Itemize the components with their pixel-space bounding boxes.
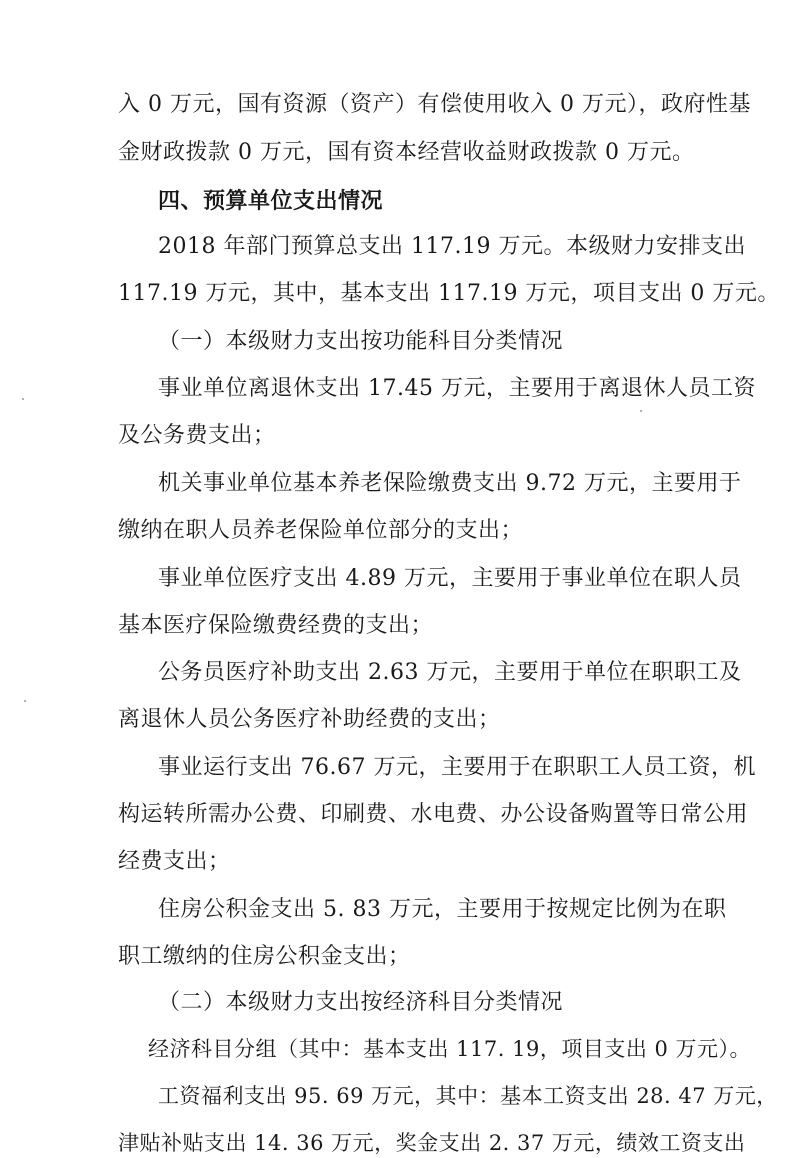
scan-speck — [22, 398, 24, 400]
paragraph-line-8: 缴纳在职人员养老保险单位部分的支出； — [118, 518, 524, 543]
paragraph-line-11: 公务员医疗补助支出 2.63 万元，主要用于单位在职职工及 — [158, 660, 742, 685]
subheading-1: （一）本级财力支出按功能科目分类情况 — [158, 329, 564, 354]
paragraph-line-1: 入 0 万元，国有资源（资产）有偿使用收入 0 万元），政府性基 — [118, 92, 751, 117]
scan-speck — [24, 700, 26, 702]
scan-speck — [640, 410, 642, 412]
paragraph-line-18: 经济科目分组（其中：基本支出 117. 19，项目支出 0 万元）。 — [148, 1037, 752, 1061]
paragraph-line-12: 离退休人员公务医疗补助经费的支出； — [118, 707, 501, 732]
paragraph-line-13: 事业运行支出 76.67 万元，主要用于在职职工人员工资，机 — [158, 755, 756, 780]
paragraph-line-19: 工资福利支出 95. 69 万元，其中：基本工资支出 28. 47 万元， — [158, 1084, 778, 1108]
paragraph-line-16: 住房公积金支出 5. 83 万元，主要用于按规定比例为在职 — [158, 897, 727, 922]
paragraph-line-20: 津贴补贴支出 14. 36 万元，奖金支出 2. 37 万元，绩效工资支出 — [118, 1131, 746, 1155]
paragraph-line-6: 及公务费支出； — [118, 423, 276, 448]
paragraph-line-9: 事业单位医疗支出 4.89 万元，主要用于事业单位在职人员 — [158, 566, 742, 591]
paragraph-line-15: 经费支出； — [118, 849, 231, 874]
section-heading-4: 四、预算单位支出情况 — [158, 188, 384, 214]
paragraph-line-7: 机关事业单位基本养老保险缴费支出 9.72 万元，主要用于 — [158, 471, 742, 496]
paragraph-line-2: 金财政拨款 0 万元，国有资本经营收益财政拨款 0 万元。 — [118, 140, 695, 165]
paragraph-line-5: 事业单位离退休支出 17.45 万元，主要用于离退休人员工资 — [158, 376, 756, 401]
paragraph-line-10: 基本医疗保险缴费经费的支出； — [118, 613, 434, 638]
paragraph-line-17: 职工缴纳的住房公积金支出； — [118, 944, 411, 969]
paragraph-line-4: 117.19 万元，其中，基本支出 117.19 万元，项目支出 0 万元。 — [118, 281, 780, 306]
paragraph-line-3: 2018 年部门预算总支出 117.19 万元。本级财力安排支出 — [158, 234, 746, 259]
subheading-2: （二）本级财力支出按经济科目分类情况 — [158, 990, 564, 1015]
paragraph-line-14: 构运转所需办公费、印刷费、水电费、办公设备购置等日常公用 — [118, 802, 749, 827]
